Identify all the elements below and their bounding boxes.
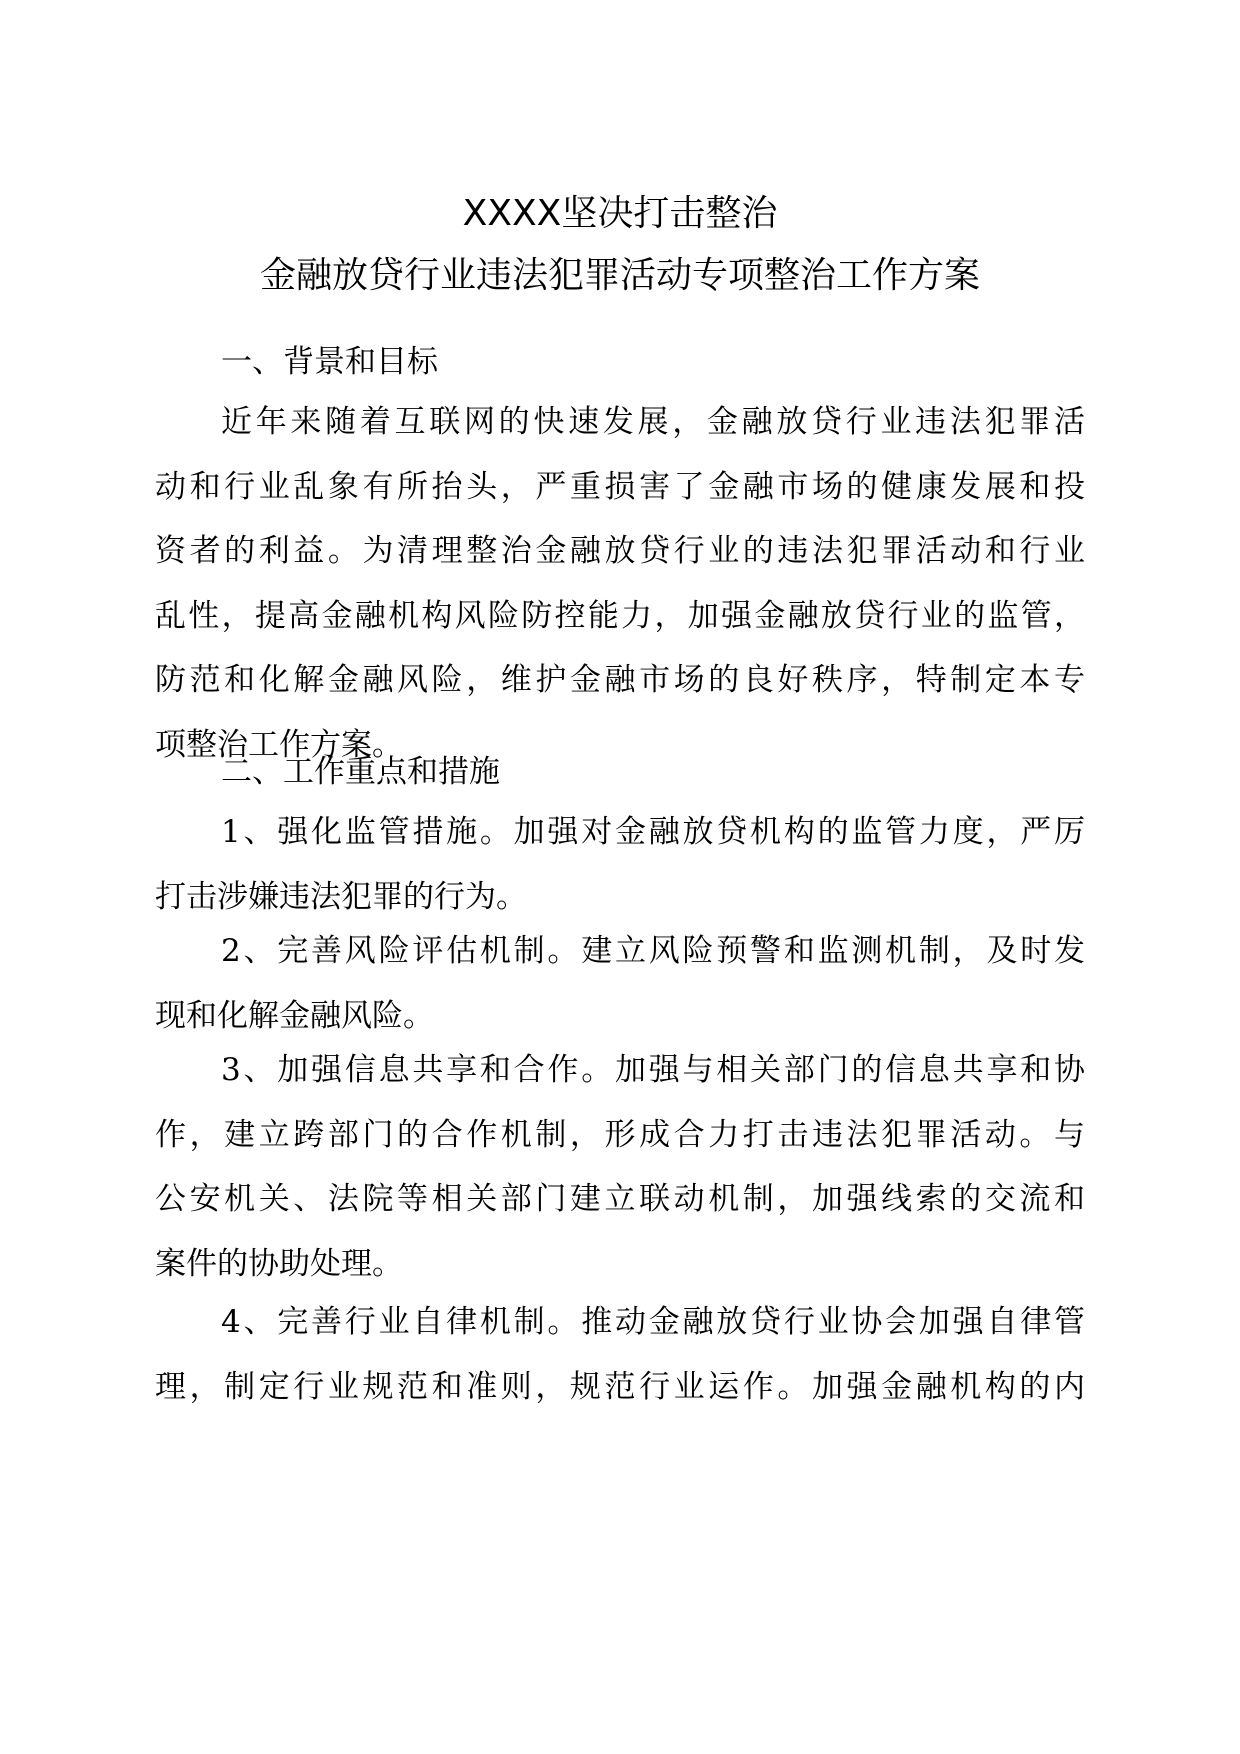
list-item-3 (155, 1038, 1085, 1296)
document-title-line-1: XXXX坚决打击整治 (462, 193, 778, 234)
list-item-4 (155, 1290, 1085, 1419)
section-heading-background: 一、背景和目标 (221, 344, 438, 380)
paragraph-line: 公安机关、法院等相关部门建立联动机制，加强线索的交流和 (155, 1181, 1085, 1217)
paragraph-line: 动和行业乱象有所抬头，严重损害了金融市场的健康发展和投 (155, 468, 1085, 505)
paragraph-line: 资者的利益。为清理整治金融放贷行业的违法犯罪活动和行业 (155, 533, 1085, 569)
paragraph-line: 近年来随着互联网的快速发展，金融放贷行业违法犯罪活 (221, 404, 1085, 440)
paragraph-line: 打击涉嫌违法犯罪的行为。 (155, 878, 527, 915)
paragraph-line: 项整治工作方案。 (155, 726, 403, 763)
paragraph-line: 3、加强信息共享和合作。加强与相关部门的信息共享和协 (221, 1052, 1085, 1088)
paragraph-line: 现和化解金融风险。 (155, 997, 434, 1034)
paragraph-line: 4、完善行业自律机制。推动金融放贷行业协会加强自律管 (221, 1304, 1085, 1340)
paragraph-line: 防范和化解金融风险，维护金融市场的良好秩序，特制定本专 (155, 662, 1085, 698)
section-heading-measures: 二、工作重点和措施 (221, 754, 500, 790)
paragraph-line: 乱性，提高金融机构风险防控能力，加强金融放贷行业的监管， (155, 597, 1085, 634)
paragraph-line: 作，建立跨部门的合作机制，形成合力打击违法犯罪活动。与 (155, 1116, 1085, 1153)
paragraph-background (155, 390, 1085, 777)
paragraph-line: 案件的协助处理。 (155, 1245, 403, 1282)
paragraph-line: 1、强化监管措施。加强对金融放贷机构的监管力度，严厉 (221, 814, 1085, 850)
paragraph-line: 理，制定行业规范和准则，规范行业运作。加强金融机构的内 (155, 1368, 1085, 1405)
paragraph-line: 2、完善风险评估机制。建立风险预警和监测机制，及时发 (221, 933, 1085, 969)
document-title-line-2: 金融放贷行业违法犯罪活动专项整治工作方案 (259, 255, 980, 296)
list-item-2 (155, 919, 1085, 1048)
list-item-1 (155, 800, 1085, 929)
